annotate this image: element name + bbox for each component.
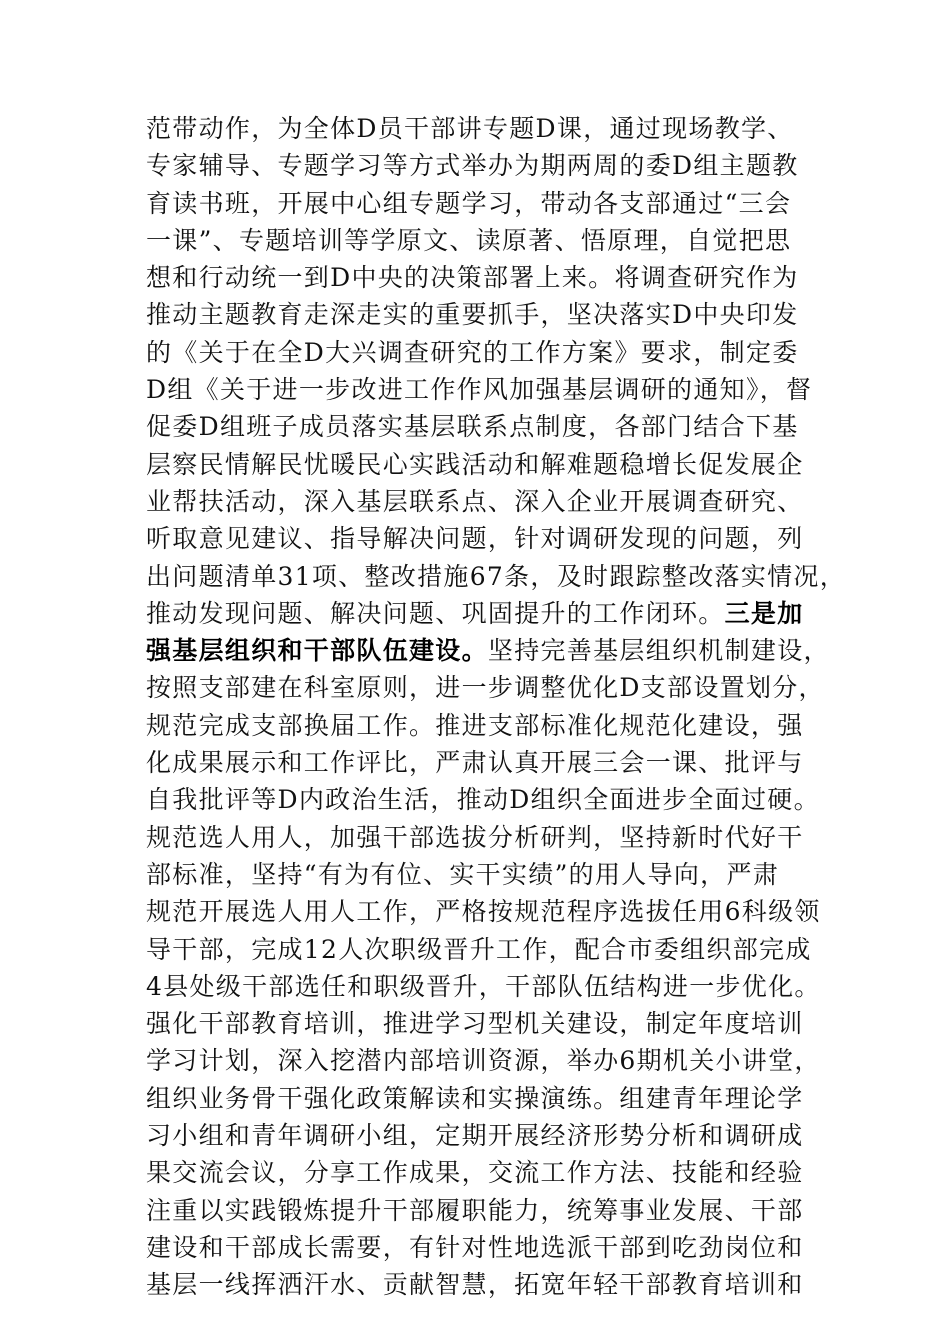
paragraph-text: 推动发现问题、解决问题、巩固提升的工作闭环。 [146,598,725,628]
text-line [146,259,826,296]
body-text [146,110,847,1304]
paragraph-text: 听取意见建议、指导解决问题，针对调研发现的问题，列 [146,524,804,554]
paragraph-text: 习小组和青年调研小组，定期开展经济形势分析和调研成 [146,1121,804,1151]
paragraph-text: 自我批评等D内政治生活，推动D组织全面进步全面过硬。 [146,785,820,815]
text-line [146,446,826,483]
paragraph-text: 强化干部教育培训，推进学习型机关建设，制定年度培训 [146,1009,804,1039]
paragraph-text: 部标准，坚持“有为有位、实干实绩”的用人导向，严肃 [146,859,780,889]
text-line [146,185,826,222]
text-line [146,1266,826,1303]
text-line [146,1117,826,1154]
text-line [146,669,826,706]
text-line [146,371,826,408]
text-line [146,595,826,632]
paragraph-text: 规范完成支部换届工作。推进支部标准化规范化建设，强 [146,710,804,740]
paragraph-text: 想和行动统一到D中央的决策部署上来。将调查研究作为 [146,263,799,293]
text-line [146,707,826,744]
paragraph-text: 果交流会议，分享工作成果，交流工作方法、技能和经验 [146,1158,804,1188]
text-line [146,408,826,445]
paragraph-text: 组织业务骨干强化政策解读和实操演练。组建青年理论学 [146,1083,804,1113]
text-line [146,632,830,669]
paragraph-text: 坚持完善基层组织机制建设， [487,636,830,666]
text-line [146,1005,826,1042]
text-line [146,1042,826,1079]
paragraph-text: 范带动作，为全体D员干部讲专题D课，通过现场教学、 [146,114,794,143]
text-line [146,1080,826,1117]
text-line [146,968,826,1005]
text-line [146,893,826,930]
paragraph-text: 规范开展选人用人工作，严格按规范程序选拔任用6科级领 [146,897,821,927]
text-line [146,483,826,520]
paragraph-text: 专家辅导、专题学习等方式举办为期两周的委D组主题教 [146,151,799,181]
paragraph-text: 导干部，完成12人次职级晋升工作，配合市委组织部完成 [146,934,812,964]
text-line [146,819,826,856]
bold-heading-text: 三是加 [724,598,804,628]
paragraph-text: 化成果展示和工作评比，严肃认真开展三会一课、批评与 [146,748,804,778]
text-line [146,1192,826,1229]
paragraph-text: 建设和干部成长需要，有针对性地选派干部到吃劲岗位和 [146,1232,804,1262]
paragraph-text: 促委D组班子成员落实基层联系点制度，各部门结合下基 [146,412,799,442]
paragraph-text: D组《关于进一步改进工作作风加强基层调研的通知》，督 [146,375,813,405]
paragraph-text: 推动主题教育走深走实的重要抓手，坚决落实D中央印发 [146,300,799,330]
text-line [146,781,826,818]
text-line [146,1229,826,1266]
text-line [146,856,826,893]
paragraph-text: 层察民情解民忧暖民心实践活动和解难题稳增长促发展企 [146,449,804,479]
text-line [146,222,826,259]
paragraph-text: 规范选人用人，加强干部选拔分析研判，坚持新时代好干 [146,822,804,852]
paragraph-text: 基层一线挥洒汗水、贡献智慧，拓宽年轻干部教育培训和 [146,1270,804,1300]
paragraph-text: 注重以实践锻炼提升干部履职能力，统筹事业发展、干部 [146,1195,804,1225]
text-line [146,744,826,781]
text-line [146,296,826,333]
paragraph-text: 出问题清单31项、整改措施67条，及时跟踪整改落实情况， [146,561,847,591]
text-line [146,334,826,371]
text-line [146,931,826,968]
paragraph-text: 按照支部建在科室原则，进一步调整优化D支部设置划分， [146,673,825,703]
paragraph-text: 学习计划，深入挖潜内部培训资源，举办6期机关小讲堂， [146,1046,821,1076]
bold-heading-text: 强基层组织和干部队伍建设。 [146,636,488,666]
paragraph-text: 4县处级干部选任和职级晋升，干部队伍结构进一步优化。 [146,971,821,1001]
text-line [146,147,826,184]
paragraph-text: 一课”、专题培训等学原文、读原著、悟原理，自觉把思 [146,225,792,255]
text-line [146,1154,826,1191]
text-line [146,520,826,557]
text-line [146,558,847,595]
paragraph-text: 的《关于在全D大兴调查研究的工作方案》要求，制定委 [146,337,799,367]
text-line [146,110,826,147]
paragraph-text: 育读书班，开展中心组专题学习，带动各支部通过“三会 [146,188,792,218]
paragraph-text: 业帮扶活动，深入基层联系点、深入企业开展调查研究、 [146,486,804,516]
